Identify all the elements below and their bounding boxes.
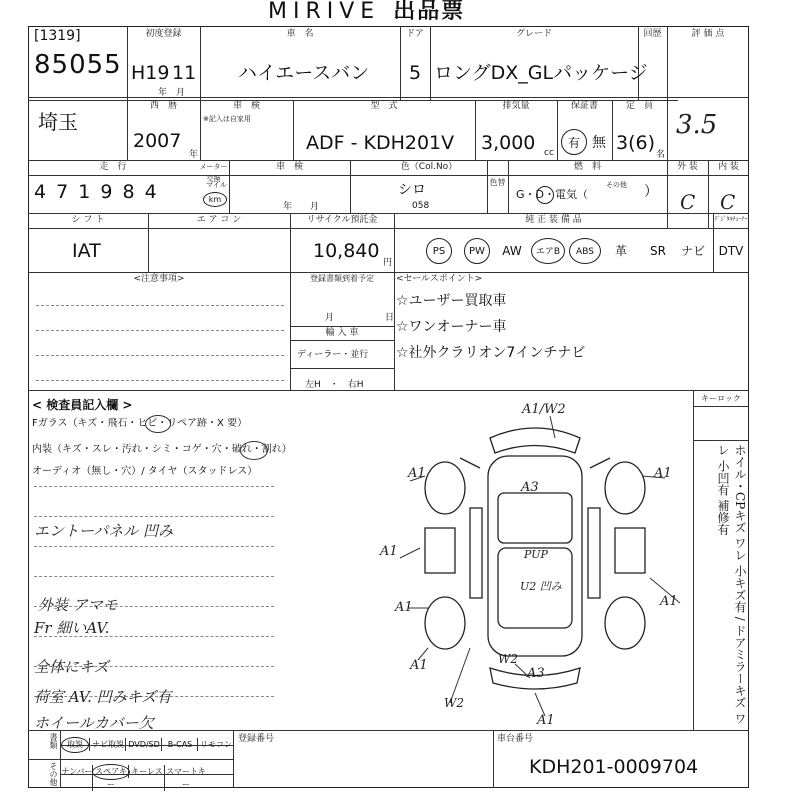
diagram-mark-right-front: A1 <box>654 466 672 481</box>
year-west-value: 2007 <box>133 130 182 152</box>
docs-keyless: キーレス <box>128 765 165 778</box>
equipment-navi: ナビ <box>680 244 705 258</box>
exterior-header: 外 装 <box>677 162 698 172</box>
displacement-header: 排気量 <box>502 101 530 111</box>
side-notes <box>694 444 748 728</box>
diagram-mark-left-rear: A1 <box>395 600 413 615</box>
first-reg-suffix: 年 月 <box>158 88 186 98</box>
docs-number-plate: ナンバー <box>61 767 93 776</box>
reg-day-label: 日 <box>385 313 395 323</box>
side-note-3: 小凹有 補修有 <box>716 459 730 536</box>
equipment-header: 純 正 装 備 品 <box>525 215 582 225</box>
docs-bcas: B-CAS <box>161 738 198 751</box>
first-reg-month-value: 11 <box>172 62 197 84</box>
diagram-mark-bumper-w2: W2 <box>444 696 464 710</box>
model-header: 型 式 <box>370 101 398 111</box>
shift-header: シ フ ト <box>71 215 105 225</box>
score-header: 評 価 点 <box>691 29 725 39</box>
chassis-number-header: 車台番号 <box>497 734 534 744</box>
region-value: 埼玉 <box>38 110 78 134</box>
color-header: 色（Col.No） <box>400 162 458 172</box>
color-value: シロ <box>398 182 426 198</box>
checklist-interior: 内装（キズ・スレ・汚れ・シミ・コゲ・穴・破れ・割れ） <box>32 444 292 455</box>
color-number: 058 <box>412 201 430 211</box>
inspection-due-suffix: 年 月 <box>283 202 320 212</box>
color-change-header: 色替 <box>489 178 506 187</box>
meter-change-header: メーター交換 <box>199 163 228 183</box>
first-reg-value: H19 <box>131 62 170 84</box>
diagram-mark-rear-a3: A3 <box>527 666 545 681</box>
km-unit-label: km <box>208 195 222 204</box>
checklist-fglass-circle <box>145 415 171 433</box>
equipment-aw: AW <box>502 244 522 258</box>
diagram-mark-right-door: A1 <box>660 594 678 609</box>
document-title: 出品票 <box>393 0 466 24</box>
capacity-value: 3(6) <box>616 132 656 154</box>
mileage-header: 走 行 <box>99 162 127 172</box>
diagram-mark-pup: PUP <box>524 548 548 561</box>
year-suffix: 年 <box>189 150 199 160</box>
capacity-suffix: 名 <box>656 150 666 160</box>
warranty-yes: 有 <box>561 129 587 155</box>
diagram-mark-left-sill: A1 <box>410 658 428 673</box>
import-dealer: ディーラー・並行 <box>297 350 369 360</box>
sales-point-2: ☆ワンオーナー車 <box>396 319 507 335</box>
tuner-header: ﾃﾞｼﾞﾀﾙﾁｭｰﾅｰ <box>714 216 748 223</box>
mile-unit: マイル <box>206 181 227 189</box>
grade-value: ロングDX_GLパッケージ <box>434 62 648 84</box>
fuel-options: G・D・電気（ <box>516 188 588 201</box>
fuel-close: ） <box>644 184 658 200</box>
sales-point-1: ☆ユーザー買取車 <box>396 293 507 309</box>
side-note-2: 小キズ有 / ドアミラーキズ ワレ <box>716 444 747 725</box>
docs-spare-key-circle <box>92 764 130 780</box>
side-note-1: ホイル・CPキズ ワレ <box>733 444 747 562</box>
equipment-dtv: DTV <box>718 244 744 258</box>
fuel-diesel-circle <box>536 186 554 204</box>
diagram-mark-hood: A3 <box>521 480 539 495</box>
checklist-audio: オーディオ（無し・穴）/ タイヤ（スタッドレス） <box>32 466 258 477</box>
handwritten-note-5: 荷室 AV. 凹みキズ有 <box>34 688 172 706</box>
handwritten-note-2: 外装 アマモ <box>38 596 118 614</box>
shift-value: IAT <box>72 240 101 262</box>
interior-header: 内 装 <box>718 162 739 172</box>
warranty-header: 保証書 <box>570 101 598 111</box>
docs-dvd-sd: DVD/SD <box>125 738 162 751</box>
first-reg-header: 初度登録 <box>145 29 182 39</box>
reg-deadline-header: 登録書類到着予定 <box>310 274 374 283</box>
cc-unit: cc <box>544 148 554 158</box>
key-lock-header: キーロック <box>701 394 741 403</box>
checklist-stains-circle <box>240 441 268 460</box>
docs-navi-manual: ナビ取説 <box>89 738 126 751</box>
diagram-mark-left-front: A1 <box>408 466 426 481</box>
chassis-number-value: KDH201-0009704 <box>529 756 699 778</box>
fuel-other: その他 <box>606 181 627 189</box>
docs-row-label-2: その他 <box>49 762 58 786</box>
model-value: ADF - KDH201V <box>306 132 455 154</box>
recycle-value: 10,840 <box>313 240 380 262</box>
reg-month-label: 月 <box>325 313 335 323</box>
door-header: ドア <box>406 29 424 39</box>
docs-smart-key: スマートキー <box>164 765 207 791</box>
handwritten-note-4: 全体にキズ <box>34 658 109 676</box>
equipment-leather: 革 <box>614 244 627 258</box>
checklist-fglass: Fガラス（キズ・飛石・ヒビ・リペア跡・X 要） <box>32 418 248 429</box>
docs-manual: 取説 <box>60 738 89 751</box>
history-header: 回歴 <box>643 29 662 39</box>
km-unit <box>203 192 227 207</box>
car-name-value: ハイエースバン <box>238 62 370 84</box>
lot-bracket: [1319] <box>34 28 81 44</box>
docs-remote: リモコン <box>197 738 234 751</box>
docs-row-label-1: 書類 <box>49 733 58 749</box>
diagram-mark-front: A1/W2 <box>522 402 566 417</box>
import-steering: 左H ・ 右H <box>305 380 364 390</box>
year-west-header: 西 暦 <box>149 101 177 111</box>
equipment-abs: ABS <box>569 238 601 264</box>
equipment-sunroof: SR <box>650 244 666 258</box>
diagram-mark-left-door: A1 <box>380 544 398 559</box>
equipment-pw: PW <box>464 238 490 264</box>
sales-points-header: <セールスポイント> <box>396 274 483 284</box>
capacity-header: 定 員 <box>625 101 653 111</box>
grade-header: グレード <box>515 29 552 39</box>
displacement-value: 3,000 <box>481 132 536 154</box>
exterior-value: C <box>680 190 696 214</box>
mileage-value: 4 7 1 9 8 4 <box>34 181 159 203</box>
diagram-mark-rear-bottom: A1 <box>537 713 555 728</box>
aircon-header: エ ア コ ン <box>196 215 242 225</box>
interior-value: C <box>720 190 736 214</box>
docs-manual-circle <box>61 737 89 753</box>
score-value: 3.5 <box>676 110 718 140</box>
sales-point-3: ☆社外クラリオン7インチナビ <box>396 345 586 361</box>
handwritten-note-6: ホイールカバー欠 <box>34 714 154 732</box>
handwritten-note-3: Fr 細いAV. <box>34 619 110 637</box>
yen-unit: 円 <box>383 258 393 268</box>
diagram-mark-u2: U2 凹み <box>520 580 562 593</box>
docs-spare-key: スペアキー <box>92 765 129 791</box>
import-header: 輸 入 車 <box>325 328 359 338</box>
handwritten-note-1: エントーパネル 凹み <box>34 522 174 540</box>
inspection-note: ※記入は自家用 <box>203 115 251 123</box>
reg-number-header: 登録番号 <box>238 734 275 744</box>
warranty-no: 無 <box>592 135 606 151</box>
inspection-due-header: 車 検 <box>275 162 303 172</box>
equipment-airbag: エアB <box>531 238 565 264</box>
inspection-header: 車 検 <box>232 101 260 111</box>
diagram-mark-rear-w2: W2 <box>498 652 518 666</box>
inspector-header: < 検査員記入欄 > <box>32 398 133 412</box>
notes-header: <注意事項> <box>133 274 185 284</box>
equipment-ps: PS <box>426 238 452 264</box>
brand-name: MIRIVE <box>268 0 381 24</box>
recycle-header: リサイクル預託金 <box>306 215 378 225</box>
brand-header <box>268 0 465 25</box>
door-value: 5 <box>409 62 422 84</box>
fuel-header: 燃 料 <box>573 162 601 172</box>
lot-number: 85055 <box>34 50 122 80</box>
car-name-header: 車 名 <box>286 29 314 39</box>
